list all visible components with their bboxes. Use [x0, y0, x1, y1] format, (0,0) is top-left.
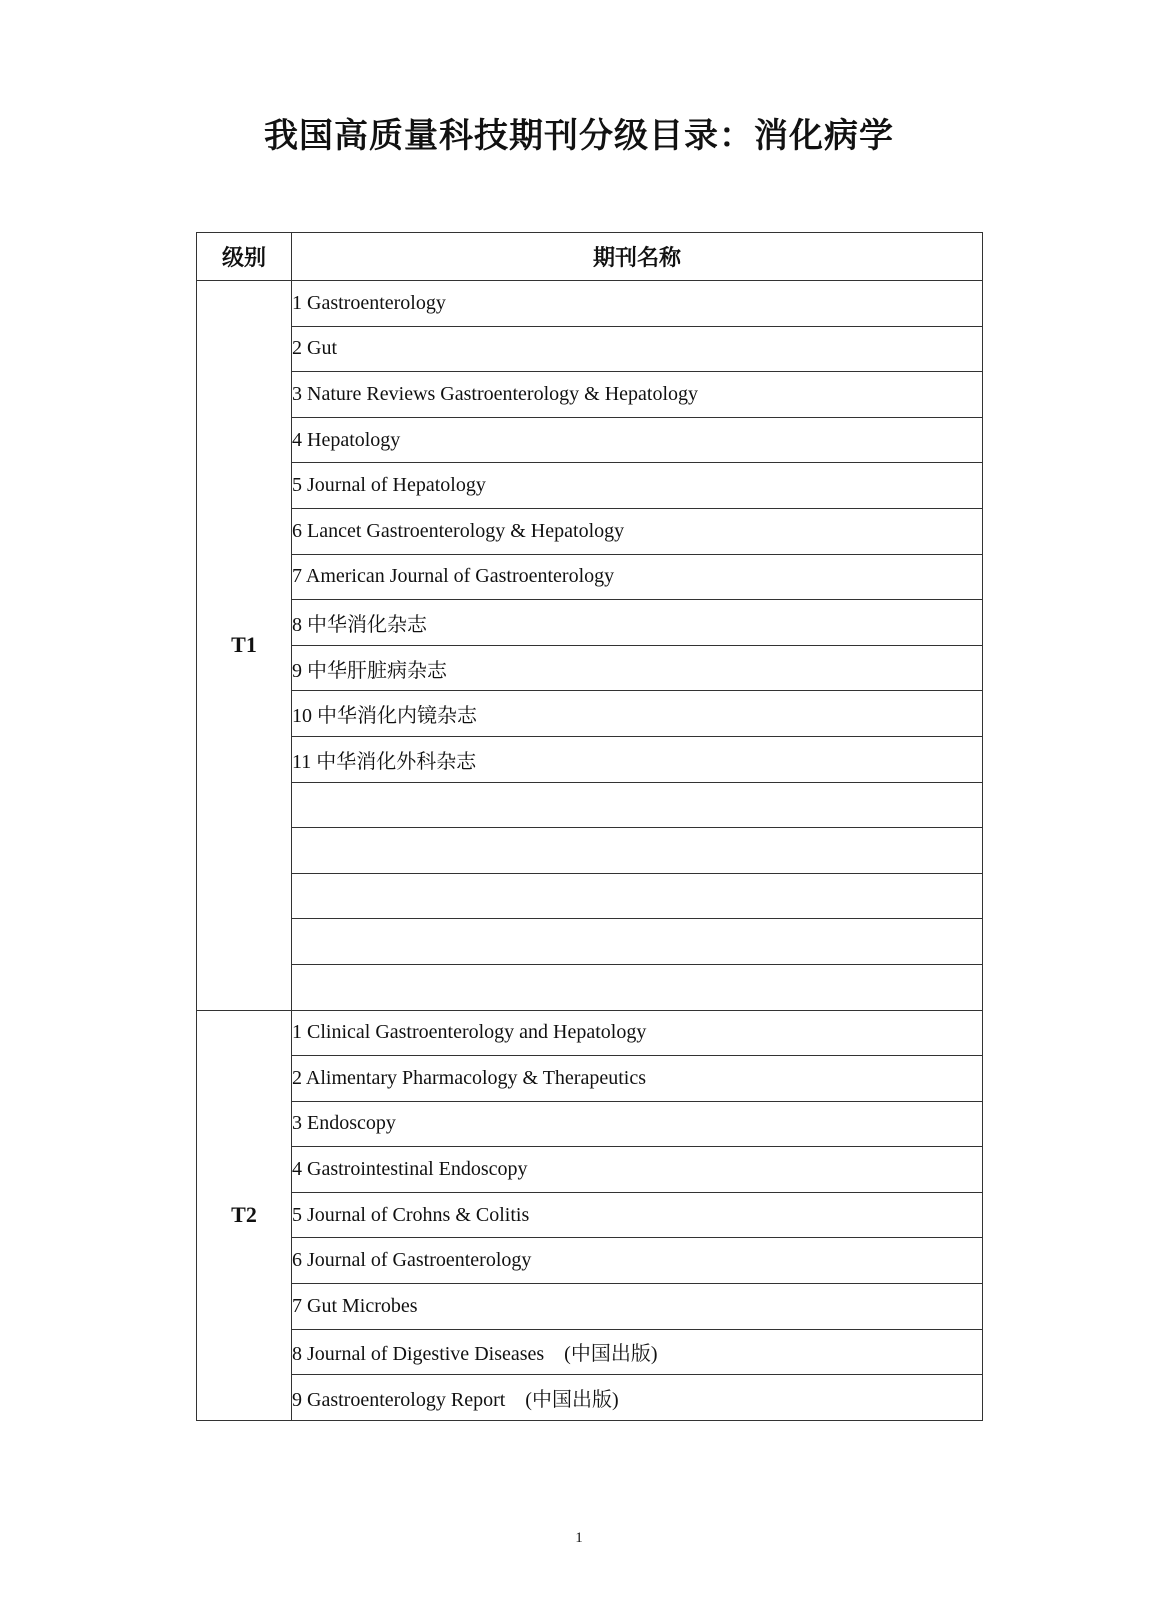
table-row	[197, 782, 983, 828]
table-row	[197, 554, 983, 600]
table-row	[197, 873, 983, 919]
table-row	[197, 463, 983, 509]
table-row	[197, 691, 983, 737]
table-row	[197, 645, 983, 691]
header-journal-name: 期刊名称	[292, 233, 983, 281]
table-row	[197, 736, 983, 782]
table-row	[197, 1329, 983, 1375]
table-row	[197, 417, 983, 463]
table-row	[197, 281, 983, 327]
table-row	[197, 1147, 983, 1193]
table-row	[197, 372, 983, 418]
journal-name-cell: 9 中华肝脏病杂志	[292, 645, 983, 691]
table-row	[197, 1192, 983, 1238]
table-row	[197, 1101, 983, 1147]
table-row	[197, 508, 983, 554]
page-title: 我国高质量科技期刊分级目录：消化病学	[264, 116, 894, 156]
journal-name-cell: 3 Endoscopy	[292, 1101, 983, 1147]
journal-name-cell: 3 Nature Reviews Gastroenterology & Hepatology	[292, 372, 983, 418]
table-row	[197, 600, 983, 646]
journal-name-cell: 5 Journal of Crohns & Colitis	[292, 1192, 983, 1238]
journal-name-cell: 5 Journal of Hepatology	[292, 463, 983, 509]
tier-label-t1: T1	[197, 281, 292, 1011]
table-header-row	[197, 233, 983, 281]
tier-label-t2: T2	[197, 1010, 292, 1420]
journal-name-cell: 2 Alimentary Pharmacology & Therapeutics	[292, 1056, 983, 1102]
journal-name-cell: 6 Lancet Gastroenterology & Hepatology	[292, 508, 983, 554]
journal-name-cell: 6 Journal of Gastroenterology	[292, 1238, 983, 1284]
journal-name-cell: 11 中华消化外科杂志	[292, 736, 983, 782]
journal-name-cell: 1 Gastroenterology	[292, 281, 983, 327]
journal-name-cell: 2 Gut	[292, 326, 983, 372]
journal-name-cell: 1 Clinical Gastroenterology and Hepatology	[292, 1010, 983, 1056]
journal-name-cell: 7 American Journal of Gastroenterology	[292, 554, 983, 600]
table-row	[197, 1375, 983, 1421]
empty-cell	[292, 828, 983, 874]
journal-name-cell: 8 Journal of Digestive Diseases (中国出版)	[292, 1329, 983, 1375]
page-number: 1	[575, 1530, 583, 1546]
table-row	[197, 1284, 983, 1330]
header-level: 级别	[197, 233, 292, 281]
journal-name-cell: 4 Gastrointestinal Endoscopy	[292, 1147, 983, 1193]
journal-name-cell: 8 中华消化杂志	[292, 600, 983, 646]
journal-name-cell: 9 Gastroenterology Report (中国出版)	[292, 1375, 983, 1421]
empty-cell	[292, 964, 983, 1010]
empty-cell	[292, 873, 983, 919]
table-row	[197, 919, 983, 965]
table-row	[197, 1238, 983, 1284]
table-row	[197, 1056, 983, 1102]
empty-cell	[292, 919, 983, 965]
journal-name-cell: 7 Gut Microbes	[292, 1284, 983, 1330]
journal-name-cell: 4 Hepatology	[292, 417, 983, 463]
empty-cell	[292, 782, 983, 828]
table-row	[197, 326, 983, 372]
journal-catalog-table	[196, 232, 983, 1421]
table-row	[197, 964, 983, 1010]
journal-name-cell: 10 中华消化内镜杂志	[292, 691, 983, 737]
table-row	[197, 828, 983, 874]
table-row	[197, 1010, 983, 1056]
